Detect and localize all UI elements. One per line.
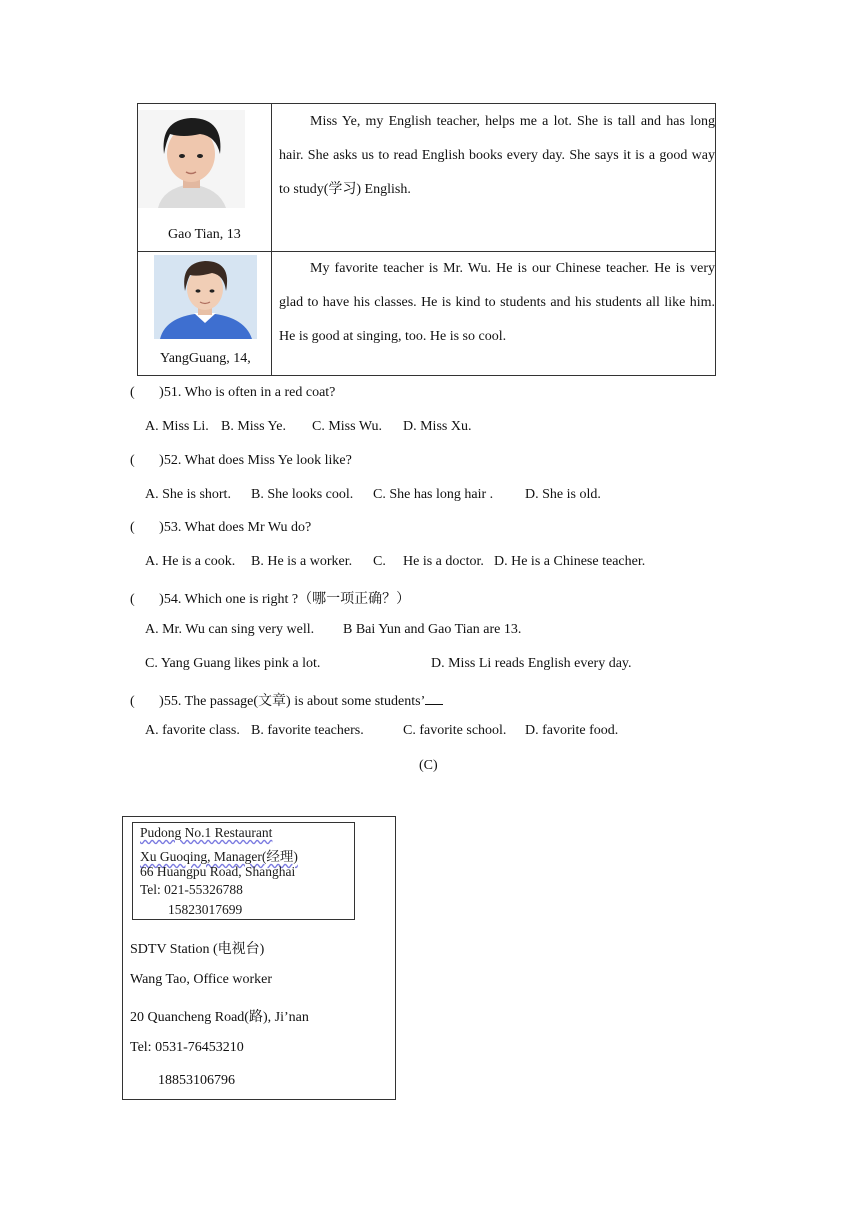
q55-option-a: A. favorite class. [145,723,240,738]
card1-address: 66 Huangpu Road, Shanghai [140,864,296,879]
card2-name: SDTV Station (电视台) [130,942,265,957]
card1-mobile: 15823017699 [168,902,243,917]
question-54: ( )54. Which one is right ?（哪一项正确？） [130,592,411,607]
section-label: (C) [419,758,438,773]
q51-option-c: C. Miss Wu. [312,419,382,434]
q52-option-c: C. She has long hair . [373,487,494,502]
q51-option-b: B. Miss Ye. [221,419,286,434]
q54-option-b: B Bai Yun and Gao Tian are 13. [343,622,522,637]
q52-option-d: D. She is old. [525,487,601,502]
card1-person-text: Xu Guoqing, Manager(经理) [140,849,298,864]
row1-passage: Miss Ye, my English teacher, helps me a lot. She is tall and has long hair. She asks us to read English books every day. She says it is a good way to study(学习) English. [279,114,715,197]
question-55 [130,690,443,710]
q51-option-d: D. Miss Xu. [403,419,472,434]
q54-option-a: A. Mr. Wu can sing very well. [145,622,315,637]
question-53: ( )53. What does Mr Wu do? [130,520,312,535]
q55-option-c: C. favorite school. [403,723,507,738]
card2-tel: Tel: 0531-76453210 [130,1040,244,1055]
card2-address: 20 Quancheng Road(路), Ji’nan [130,1010,309,1025]
q53-option-b: B. He is a worker. [251,554,353,569]
card1-name: Pudong No.1 Restaurant [140,825,273,840]
row2-passage: My favorite teacher is Mr. Wu. He is our Chinese teacher. He is very glad to have his classes. He is kind to students and his students all like him. He is good at singing, too. He is so cool. [279,261,715,344]
q52-option-b: B. She looks cool. [251,487,354,502]
q52-option-a: A. She is short. [145,487,231,502]
card2-person: Wang Tao, Office worker [130,972,272,987]
card1-person [140,845,298,865]
card2-mobile: 18853106796 [158,1073,235,1088]
row1-caption: Gao Tian, 13 [168,227,241,242]
table-divider [271,104,272,375]
q55-option-b: B. favorite teachers. [251,723,364,738]
question-52: ( )52. What does Miss Ye look like? [130,453,352,468]
answer-blank [425,690,443,705]
q54-option-d: D. Miss Li reads English every day. [431,656,632,671]
q55-option-d: D. favorite food. [525,723,619,738]
q53-option-c-text: He is a doctor. [403,554,484,569]
q54-option-c: C. Yang Guang likes pink a lot. [145,656,321,671]
card1-tel: Tel: 021-55326788 [140,882,243,897]
yang-guang-photo [154,255,257,339]
q53-option-a: A. He is a cook. [145,554,236,569]
q53-option-c: C. [373,554,386,569]
question-55-text: ( )55. The passage(文章) is about some students’ [130,694,426,709]
row2-caption: YangGuang, 14, [160,351,251,366]
gao-tian-photo [138,110,245,208]
q51-option-a: A. Miss Li. [145,419,209,434]
q53-option-d: D. He is a Chinese teacher. [494,554,646,569]
question-51: ( )51. Who is often in a red coat? [130,385,336,400]
